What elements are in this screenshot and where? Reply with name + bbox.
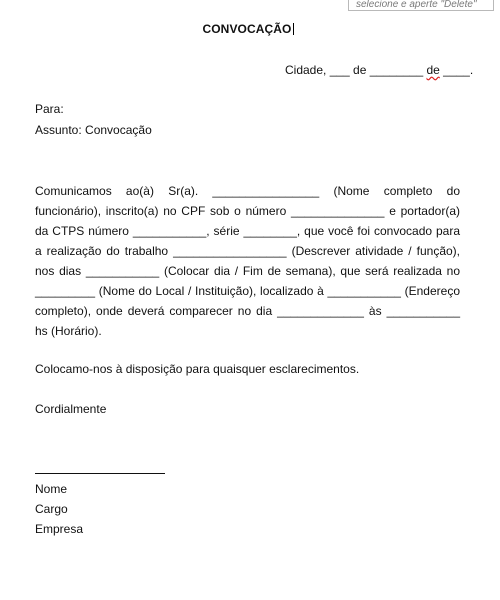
signature-company: Empresa <box>35 522 84 536</box>
to-label: Para: <box>35 102 64 116</box>
date-line <box>285 63 473 77</box>
date-prefix: Cidade, ___ de ________ <box>285 63 427 77</box>
date-de-word: de <box>426 63 440 77</box>
regards-text: Cordialmente <box>35 402 107 416</box>
delete-hint-box[interactable]: selecione e aperte "Delete" <box>348 0 494 11</box>
subject-line: Assunto: Convocação <box>35 123 152 137</box>
date-suffix: ____. <box>439 63 474 77</box>
signature-line <box>35 473 165 474</box>
signature-role: Cargo <box>35 502 68 516</box>
title-text: CONVOCAÇÃO <box>202 22 292 36</box>
text-cursor <box>293 23 294 35</box>
document-title <box>0 22 496 36</box>
signature-name: Nome <box>35 482 68 496</box>
body-paragraph: Comunicamos ao(à) Sr(a). ________________ (Nome completo do funcionário), inscrito(a) no CPF sob o número ______________ e portador(a) da CTPS número ___________, série ________, que você foi convocado para a realização do trabalho _________________ (Descrever atividade / função), nos dias ___________ (Colocar dia / Fim de semana), que será realizada no _________ (Nome do Local / Instituição), localizado à ___________ (Endereço completo), onde deverá comparecer no dia _____________ às ___________ hs (Horário). <box>35 184 460 338</box>
closing-note: Colocamo-nos à disposição para quaisquer esclarecimentos. <box>35 362 360 376</box>
